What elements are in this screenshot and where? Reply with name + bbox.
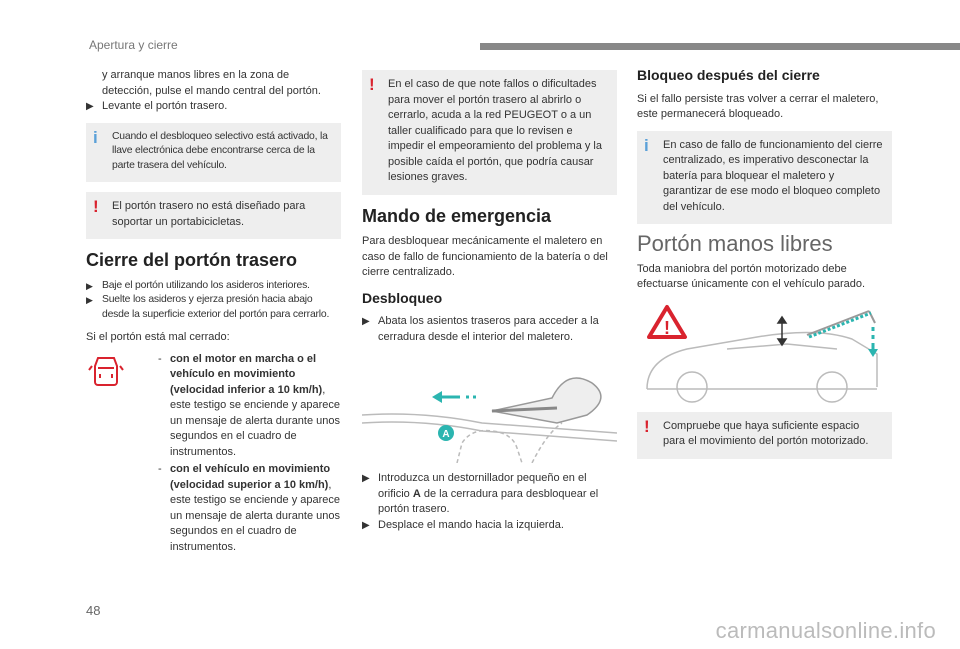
bullet-marker-icon: ▶ [86,295,93,305]
close-bullets [86,279,341,323]
info-box-central-locking [637,131,892,225]
bullet-move [362,518,617,534]
warning-box-text: En el caso de que note fallos o dificultades para mover el portón trasero al abrirlo o cerrarlo, acuda a la red PEUGEOT o a un taller cualificado para que lo revisen e impedir el empeoramiento del problema y la posible caída el portón, que podría causar lesiones graves. [388,78,602,183]
warning-box-space [637,412,892,459]
label-a: A [442,429,450,440]
warning-icon: ! [93,197,99,216]
lock-text: Si el fallo persiste tras volver a cerrar el maletero, este permanecerá bloqueado. [637,92,879,120]
dash-item-1-bold: con el motor en marcha o el vehículo en movimiento (velocidad inferior a 10 km/h) [170,352,323,396]
heading-close: Cierre del portón trasero [86,250,298,270]
column-2 [362,68,617,533]
dash-item-2-bold: con el vehículo en movimiento (velocidad superior a 10 km/h) [170,463,331,491]
page-number: 48 [86,603,101,618]
dash-item-high-speed [158,462,341,555]
warning-triangle-icon [649,307,685,338]
bullet-screwdriver [362,471,617,518]
bullet-marker-icon: ▶ [86,101,94,112]
svg-text:!: ! [664,317,670,338]
info-box-text: En caso de fallo de funcionamiento del cierre centralizado, es imperativo desconectar la batería para bloquear el maletero y garantizar de ese modo el bloqueo completo del vehículo. [663,138,883,213]
dash-item-2-rest: , este testigo se enciende y aparece un mensaje de alerta durante unos segundos en el cuadro de instrumentos. [170,478,341,553]
bullet-marker-icon: ▶ [362,519,370,531]
bullet-seats [362,314,617,345]
heading-lock: Bloqueo después del cierre [637,67,820,83]
bullet-marker-icon: ▶ [86,280,93,291]
column-1 [86,68,341,557]
warning-box-text: El portón trasero no está diseñado para soportar un portabicicletas. [112,200,306,228]
header-bar [480,43,960,50]
warning-icon: ! [644,416,650,436]
dash-item-1-rest: , este testigo se enciende y aparece un mensaje de alerta durante unos segundos en el cuadro de instrumentos. [170,383,341,458]
info-icon: i [644,135,649,155]
section-header: Apertura y cierre [89,38,178,52]
dash-item-low-speed [158,352,341,461]
screwdriver-text-c: de la cerradura para desbloquear el portón trasero. [378,487,599,515]
info-box-selective [86,123,341,183]
info-icon: i [93,127,98,147]
handsfree-text: Toda maniobra del portón motorizado debe efectuarse únicamente con el vehículo parado. [637,262,866,290]
badly-closed-text: Si el portón está mal cerrado: [86,331,230,343]
dash-marker: - [158,463,162,475]
heading-handsfree: Portón manos libres [637,231,833,256]
powered-tailgate-illustration [637,299,892,404]
bullet-marker-icon: ▶ [362,316,370,327]
emergency-lock-illustration [362,353,617,463]
emergency-text: Para desbloquear mecánicamente el maletero en caso de fallo de funcionamiento de la batería o del cierre centralizado. [362,235,608,278]
close-bullet-2 [86,293,341,322]
warning-box-malfunction [362,70,617,195]
heading-unlock: Desbloqueo [362,289,443,306]
bullet-open [86,99,341,115]
intro-continuation: y arranque manos libres en la zona de detección, pulse el mando central del portón. [102,69,321,97]
warning-box-bikerack [86,192,341,239]
dash-marker: - [158,352,162,365]
column-3 [637,68,892,469]
bullet-seats-text: Abata los asientos traseros para acceder a la cerradura desde el interior del maletero. [378,315,599,343]
warning-box-text: Compruebe que haya suficiente espacio para el movimiento del portón motorizado. [663,419,869,447]
warning-icon: ! [369,75,375,94]
warning-lamp-list [86,352,341,556]
bullet-open-text: Levante el portón trasero. [102,100,228,112]
close-bullet-2-text: Suelte los asideros y ejerza presión hacia abajo desde la superficie exterior del portón para cerrarlo. [102,294,330,320]
close-bullet-1-text: Baje el portón utilizando los asideros interiores. [102,279,310,291]
bullet-move-text: Desplace el mando hacia la izquierda. [378,518,564,531]
heading-emergency: Mando de emergencia [362,205,552,226]
open-door-warning-lamp-icon [86,352,126,392]
close-bullet-1 [86,279,341,294]
info-box-text: Cuando el desbloqueo selectivo está activado, la llave electrónica debe encontrarse cerca de la parte trasera del vehículo. [112,130,328,171]
screwdriver-text-a: Introduzca un destornillador pequeño en el orificio [378,472,587,500]
screwdriver-text-b: A [412,487,421,500]
watermark: carmanualsonline.info [715,618,936,643]
bullet-marker-icon: ▶ [362,473,370,484]
